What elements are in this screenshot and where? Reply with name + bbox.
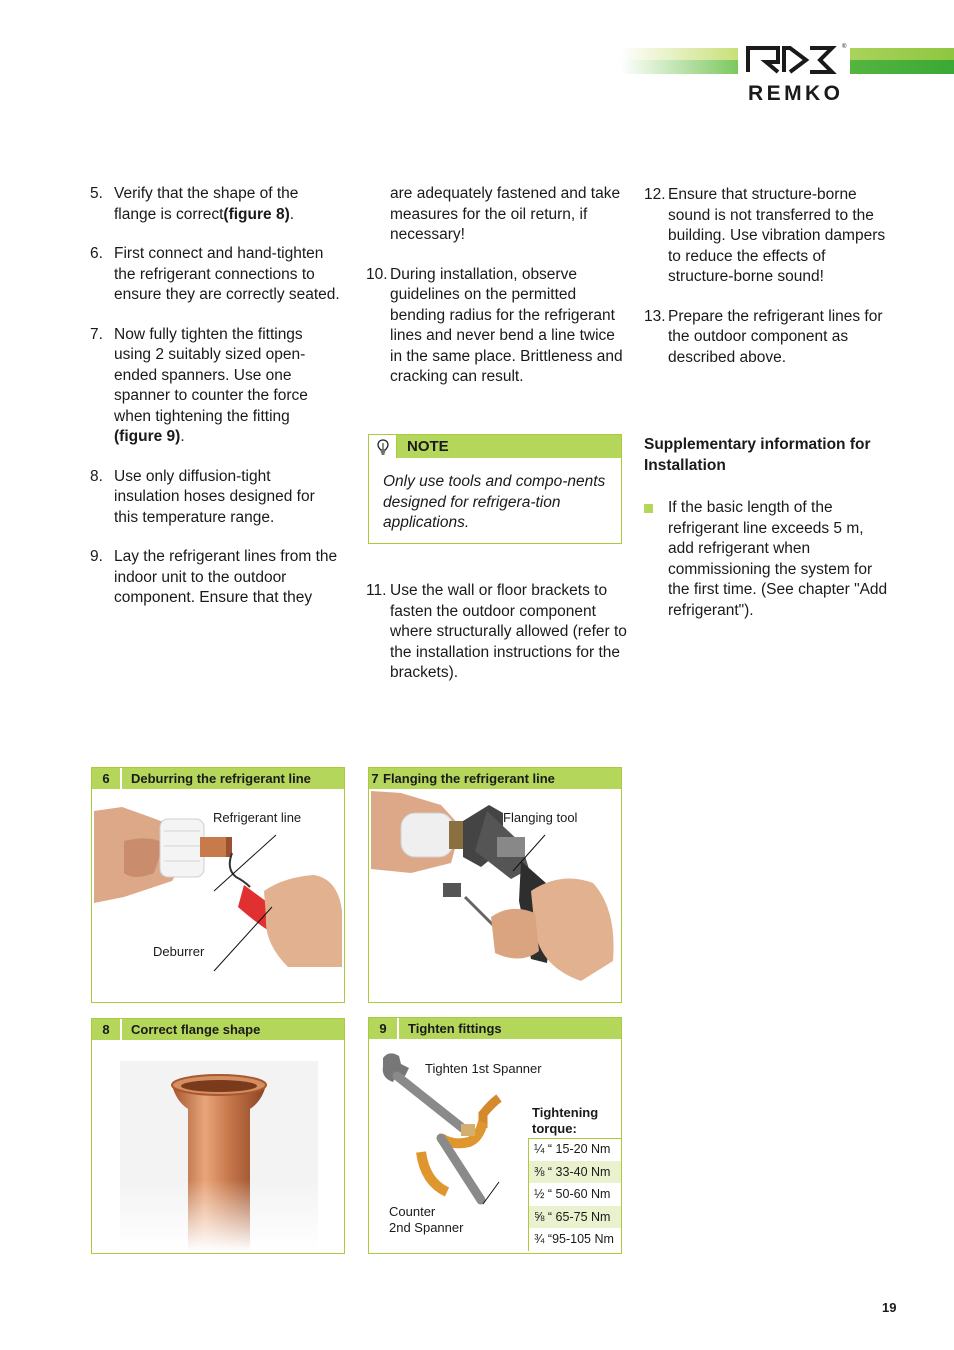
remko-logo-icon: [738, 40, 850, 108]
list-item: [90, 547, 340, 609]
torque-table: [528, 1138, 621, 1251]
svg-text:REMKO: REMKO: [748, 82, 840, 105]
figure-number: 6: [92, 768, 122, 789]
torque-value: 95-105 Nm: [552, 1232, 614, 1247]
flanging-illustration: [371, 791, 619, 1001]
torque-row: [529, 1161, 621, 1184]
torque-size: ¾ “: [534, 1232, 553, 1247]
item-number: 7.: [90, 325, 103, 343]
bullet-square-icon: [644, 504, 653, 513]
torque-row: [529, 1228, 621, 1251]
column-1: [90, 184, 340, 628]
item-number: 5.: [90, 185, 103, 202]
item-number: 6.: [90, 245, 103, 262]
torque-value: 15-20 Nm: [555, 1142, 611, 1156]
torque-heading-line1: Tightening: [532, 1105, 599, 1120]
label-tighten-1st-spanner: Tighten 1st Spanner: [425, 1061, 542, 1076]
item-number: 9.: [90, 548, 103, 565]
item-text: If the basic length of the refrigerant line exceeds 5 m, add refrigerant when commissioning the system for the first time. (See chapter "Add refrigerant").: [668, 499, 888, 619]
svg-text:®: ®: [842, 44, 847, 50]
label-flanging-tool: Flanging tool: [503, 810, 578, 825]
figure-number: 7: [369, 768, 381, 789]
figure-ref: (figure 8): [223, 205, 290, 223]
figure-header: [369, 768, 621, 789]
logo: [738, 40, 850, 108]
item-text: Use the wall or floor brackets to fasten the outdoor component where structurally allowed (refer to the installation instructions for the brackets).: [390, 582, 627, 681]
item-text: Now fully tighten the fittings using 2 suitably sized open-ended spanners. Use one spanner to counter the force when tightening the fitting: [114, 325, 308, 425]
lightbulb-icon: [369, 435, 397, 458]
list-item: [644, 307, 892, 369]
note-box: [368, 434, 622, 544]
item-text: Use only diffusion-tight insulation hoses designed for this temperature range.: [114, 467, 315, 526]
item-number: 11.: [366, 582, 387, 599]
figure-title: Deburring the refrigerant line: [122, 768, 344, 789]
figure-6: [91, 767, 345, 1003]
torque-heading-line2: torque:: [532, 1121, 577, 1136]
page-number: 19: [882, 1300, 897, 1315]
figure-title: Tighten fittings: [399, 1018, 621, 1039]
figure-header: [92, 1019, 344, 1040]
note-title: NOTE: [397, 435, 621, 458]
torque-value: 33-40 Nm: [555, 1164, 611, 1179]
figure-title: Correct flange shape: [122, 1019, 344, 1040]
torque-row: [529, 1206, 621, 1229]
label-2nd-spanner: 2nd Spanner: [389, 1220, 464, 1235]
item-text: Ensure that structure-borne sound is not transferred to the building. Use vibration dampers to reduce the effects of structure-borne sound!: [668, 186, 886, 285]
list-item: [644, 185, 892, 288]
list-item: [90, 184, 340, 225]
list-item: [90, 244, 340, 306]
torque-value: 50-60 Nm: [555, 1187, 611, 1202]
bullet-item: [644, 498, 892, 621]
item-9-continued: are adequately fastened and take measures for the oil return, if necessary!: [390, 185, 621, 243]
label-counter: Counter: [389, 1204, 436, 1219]
flange-shape-illustration: [120, 1061, 318, 1251]
torque-row: [529, 1138, 621, 1161]
item-tail: .: [289, 205, 295, 223]
list-item: [366, 265, 624, 388]
item-text: First connect and hand-tighten the refrigerant connections to ensure they are correctly seated.: [114, 245, 340, 303]
list-item: [90, 325, 340, 448]
item-text: Lay the refrigerant lines from the indoor unit to the outdoor component. Ensure that they: [114, 548, 338, 606]
figure-number: 8: [92, 1019, 122, 1040]
figure-number: 9: [369, 1018, 399, 1039]
column-2: [366, 184, 624, 407]
item-number: 10.: [366, 265, 388, 283]
item-number: 13.: [644, 307, 666, 325]
figure-7: [368, 767, 622, 1003]
item-text: Prepare the refrigerant lines for the outdoor component as described above.: [668, 307, 883, 366]
item-number: 8.: [90, 467, 103, 485]
list-item: [90, 467, 340, 529]
item-text: Verify that the shape of the flange is correct: [114, 185, 299, 223]
supplementary-heading: Supplementary information for Installation: [644, 436, 871, 474]
figure-header: [92, 768, 344, 789]
torque-value: 65-75 Nm: [555, 1209, 611, 1224]
torque-size: ⅜ “: [534, 1164, 553, 1179]
figure-header: [369, 1018, 621, 1039]
note-text: Only use tools and compo-nents designed for refrigera-tion applications.: [383, 473, 606, 531]
torque-size: ½ “: [534, 1187, 553, 1202]
torque-size: ⅝ “: [534, 1209, 553, 1224]
label-refrigerant-line: Refrigerant line: [213, 810, 302, 825]
supplementary-list: [644, 498, 892, 640]
torque-size: ¼ “: [534, 1142, 553, 1156]
figure-title: Flanging the refrigerant line: [381, 768, 621, 789]
list-item: [366, 581, 628, 684]
column-2-lower: [366, 581, 628, 703]
label-deburrer: Deburrer: [153, 944, 205, 959]
note-header: [369, 435, 621, 458]
item-tail: .: [180, 428, 185, 445]
figure-ref: (figure 9): [114, 428, 181, 445]
torque-heading: [532, 1105, 598, 1137]
item-text: During installation, observe guidelines on the permitted bending radius for the refrigerant lines and never bend a line twice in the same place. Brittleness and cracking can result.: [390, 265, 623, 385]
item-number: 12.: [644, 186, 666, 203]
column-3: [644, 185, 892, 387]
figure-8: [91, 1018, 345, 1254]
torque-row: [529, 1183, 621, 1206]
